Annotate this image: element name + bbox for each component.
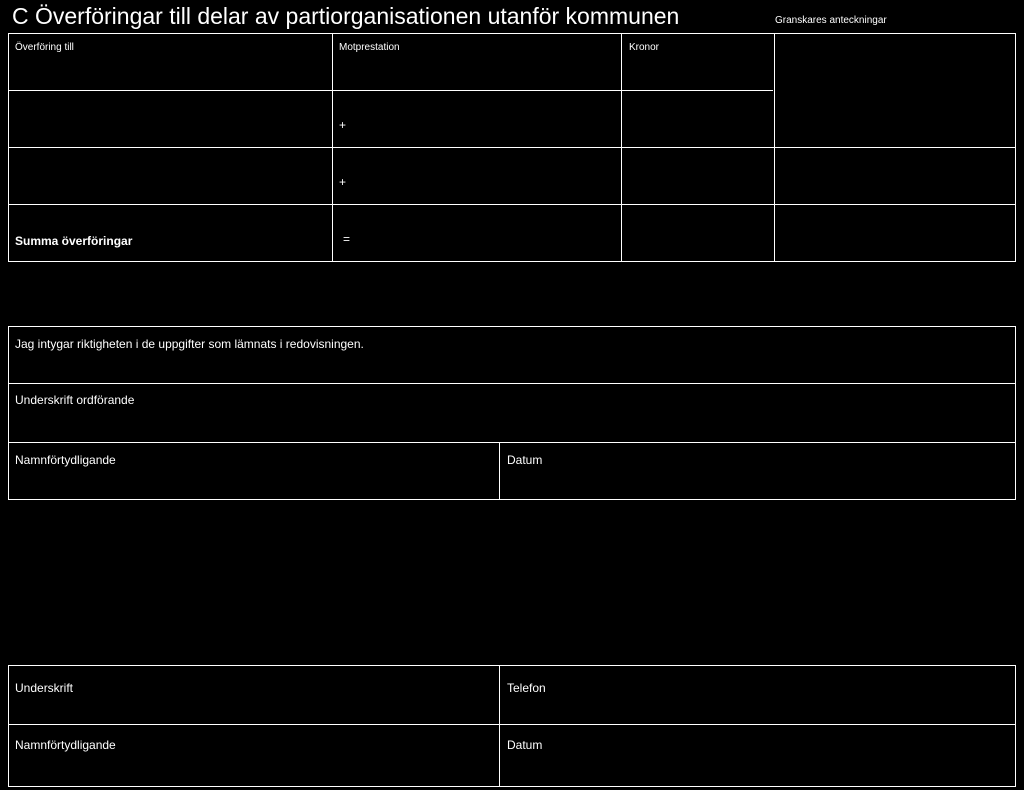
date-label: Datum — [507, 738, 543, 752]
signature-field[interactable] — [9, 698, 498, 723]
plus-operator: + — [339, 175, 347, 189]
row-divider — [9, 442, 1015, 443]
amount-input[interactable] — [622, 91, 774, 147]
plus-operator: + — [339, 118, 347, 132]
date-label: Datum — [507, 453, 543, 467]
transfer-to-input[interactable] — [9, 91, 332, 147]
row-divider — [9, 383, 1015, 384]
reviewer-notes-area[interactable] — [775, 34, 1015, 204]
column-header-transfer-to: Överföring till — [15, 42, 74, 53]
phone-field[interactable] — [500, 698, 1015, 723]
equals-operator: = — [343, 232, 351, 246]
date-field[interactable] — [500, 469, 1015, 499]
transfer-to-input[interactable] — [9, 148, 332, 204]
reviewer-notes-label: Granskares anteckningar — [775, 15, 887, 26]
name-clarification-label: Namnförtydligande — [15, 738, 116, 752]
chair-signature-field[interactable] — [9, 409, 1015, 441]
signature-label: Underskrift — [15, 681, 74, 695]
counterpart-input[interactable] — [354, 148, 620, 204]
counterpart-input[interactable] — [354, 91, 620, 147]
column-header-counterpart: Motprestation — [339, 42, 400, 53]
name-clarification-label: Namnförtydligande — [15, 453, 116, 467]
column-header-amount: Kronor — [629, 42, 660, 53]
section-c-title: C Överföringar till delar av partiorganisationen utanför kommunen — [12, 3, 680, 29]
sum-amount-input[interactable] — [622, 205, 774, 262]
row-divider — [9, 724, 1015, 725]
name-clarification-field[interactable] — [9, 469, 498, 499]
phone-label: Telefon — [507, 681, 546, 695]
second-signature-block — [8, 665, 1016, 787]
chair-signature-label: Underskrift ordförande — [15, 393, 135, 407]
attestation-statement: Jag intygar riktigheten i de uppgifter som lämnats i redovisningen. — [15, 337, 364, 351]
row-divider — [9, 204, 1015, 205]
name-clarification-field[interactable] — [9, 755, 498, 786]
transfers-table — [8, 33, 1016, 262]
date-field[interactable] — [500, 755, 1015, 786]
attestation-block — [8, 326, 1016, 500]
sum-transfers-label: Summa överföringar — [15, 234, 133, 248]
amount-input[interactable] — [622, 148, 774, 204]
